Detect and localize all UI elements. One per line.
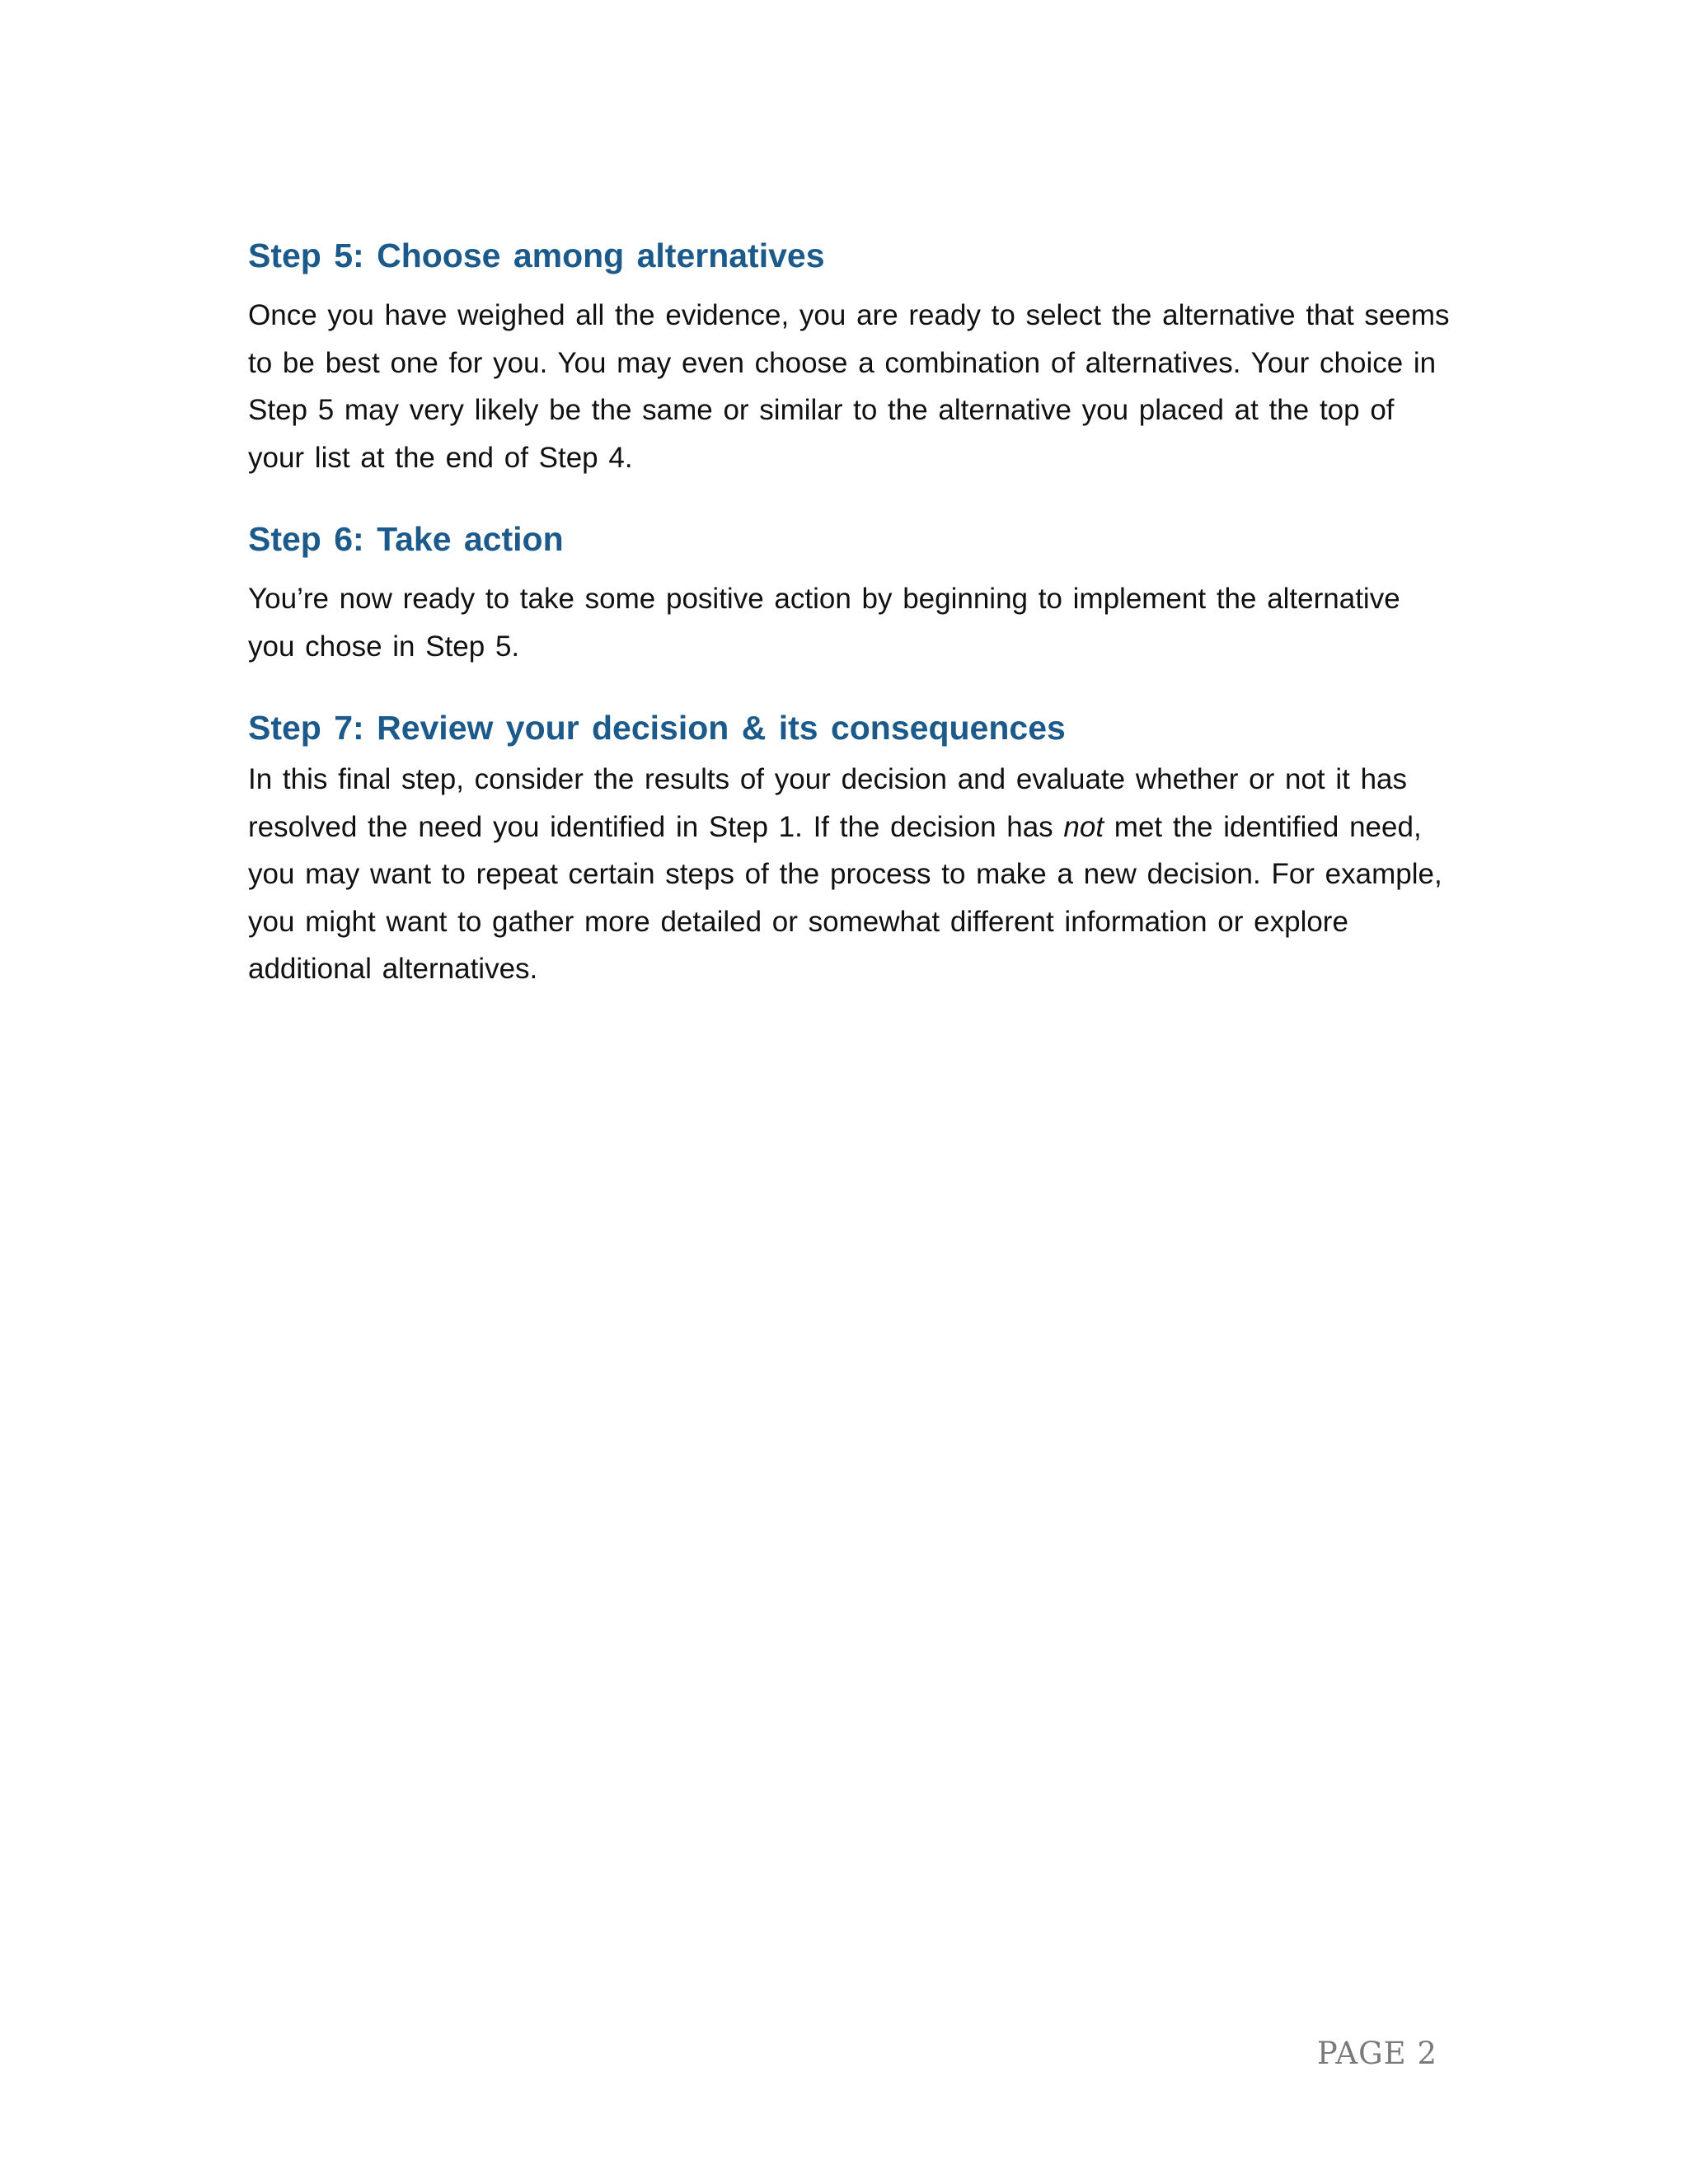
section-step-7	[248, 705, 1451, 993]
page-content	[248, 232, 1451, 993]
body-text-after-emphasis: met the identified need, you may want to repeat certain steps of the process to make a new decision. For example, you might want to gather more detailed or somewhat different information or explore additional alternatives.	[248, 810, 1442, 985]
section-step-6	[248, 516, 1451, 670]
section-body-step-7	[248, 756, 1451, 993]
body-text-emphasis: not	[1063, 810, 1104, 843]
section-heading-step-7: Step 7: Review your decision & its consequences	[248, 709, 1066, 747]
body-text-before-emphasis: In this final step, consider the results of your decision and evaluate whether or not it has resolved the need you identified in Step 1. If the decision has	[248, 763, 1407, 843]
section-heading-step-6: Step 6: Take action	[248, 520, 564, 558]
section-body-step-6: You’re now ready to take some positive action by beginning to implement the alternative you chose in Step 5.	[248, 583, 1400, 663]
section-step-5	[248, 232, 1451, 481]
section-heading-step-5: Step 5: Choose among alternatives	[248, 237, 825, 274]
page-number: PAGE 2	[1316, 2036, 1437, 2071]
section-body-step-5: Once you have weighed all the evidence, you are ready to select the alternative that seems to be best one for you. You may even choose a combination of alternatives. Your choice in Step 5 may very likely be the same or similar to the alternative you placed at the top of your list at the end of Step 4.	[248, 299, 1450, 474]
